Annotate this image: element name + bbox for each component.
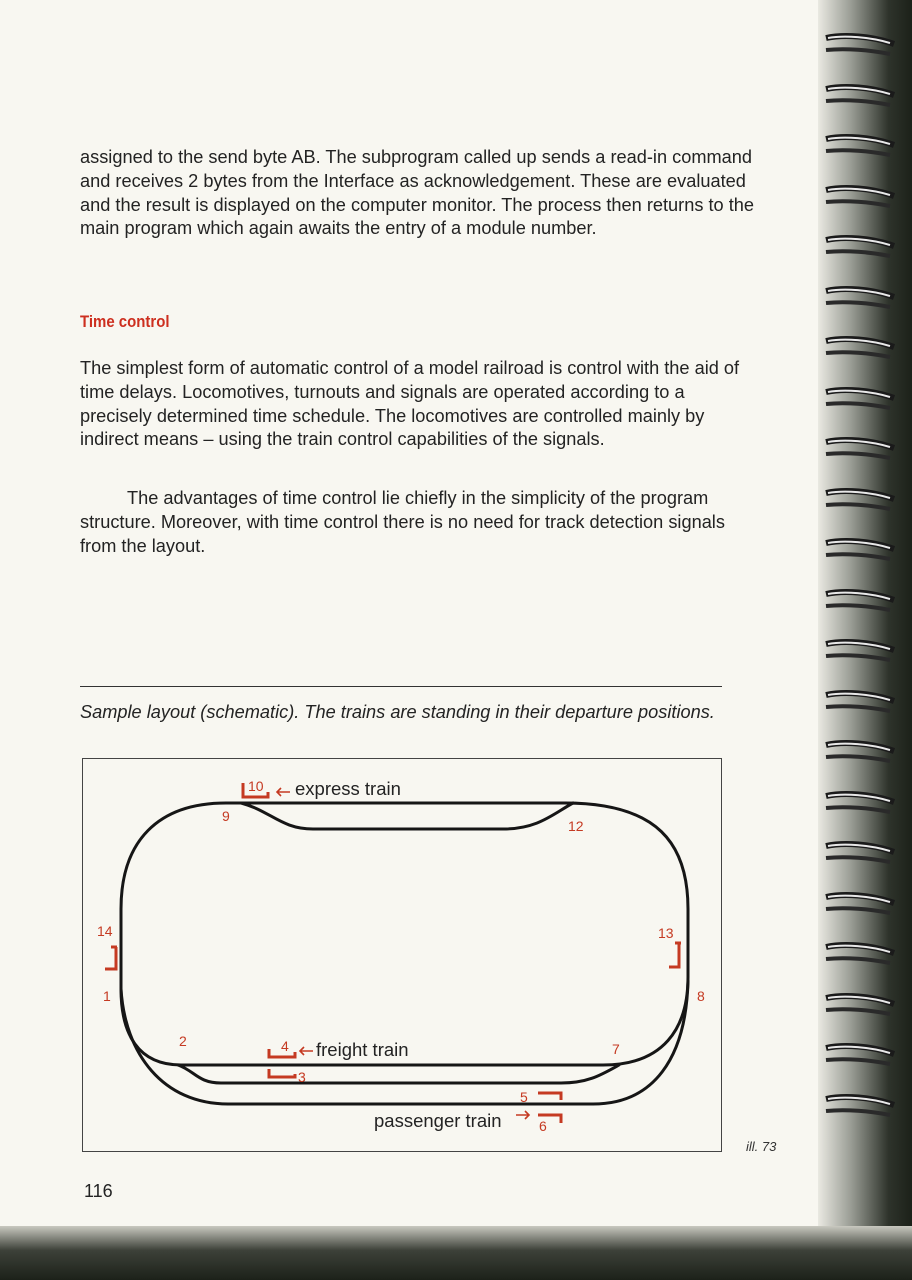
express-siding-track	[241, 803, 573, 829]
point-label-13: 13	[658, 925, 674, 941]
direction-arrows	[277, 788, 529, 1119]
point-label-10: 10	[248, 778, 264, 794]
binding-coil	[824, 83, 896, 109]
binding-coil	[824, 436, 896, 462]
express-train-label: express train	[295, 778, 401, 799]
signal-3	[269, 1069, 295, 1077]
binding-coil	[824, 32, 896, 58]
track-layout-diagram	[82, 758, 722, 1152]
point-label-14: 14	[97, 923, 113, 939]
point-label-6: 6	[539, 1118, 547, 1134]
point-label-2: 2	[179, 1033, 187, 1049]
binding-coil	[824, 840, 896, 866]
binding-coil	[824, 537, 896, 563]
arrow-passenger	[516, 1111, 529, 1119]
binding-coil	[824, 133, 896, 159]
paragraph-time-control: The simplest form of automatic control of a model railroad is control with the aid of time delays. Locomotives, turnouts and signals are operated according to a precisely determined time schedule. The locomotives are controlled mainly by indirect means – using the train control capabilities of the signals.	[80, 358, 740, 450]
binding-coil	[824, 739, 896, 765]
passenger-train-label: passenger train	[374, 1110, 502, 1131]
binding-coil	[824, 335, 896, 361]
binding-coil	[824, 790, 896, 816]
arrow-freight	[300, 1047, 313, 1055]
binding-coil	[824, 234, 896, 260]
signal-5	[538, 1093, 561, 1100]
arrow-express	[277, 788, 290, 796]
paragraph-advantages: The advantages of time control lie chiefly in the simplicity of the program structure. Moreover, with time control there is no need for track detection signals from the layout.	[80, 488, 725, 556]
signal-14	[105, 947, 117, 969]
binding-coil	[824, 1093, 896, 1119]
caption-rule	[80, 686, 722, 687]
freight-siding-track	[178, 1065, 619, 1083]
binding-coil	[824, 891, 896, 917]
binding-coil	[824, 285, 896, 311]
track-layout-svg	[83, 759, 723, 1153]
figure-caption: Sample layout (schematic). The trains are standing in their departure positions.	[80, 702, 715, 722]
binding-coil	[824, 386, 896, 412]
point-label-4: 4	[281, 1038, 289, 1054]
binding-coil	[824, 1042, 896, 1068]
binding-coil	[824, 184, 896, 210]
intro-paragraph: assigned to the send byte AB. The subprogram called up sends a read-in command and receives 2 bytes from the Interface as acknowledgement. These are evaluated and the result is displayed on the computer monitor. The process then returns to the main program which again awaits the entry of a module number.	[80, 147, 754, 239]
point-label-8: 8	[697, 988, 705, 1004]
binding-coil	[824, 992, 896, 1018]
freight-train-label: freight train	[316, 1039, 409, 1060]
point-label-3: 3	[298, 1069, 306, 1085]
point-label-5: 5	[520, 1089, 528, 1105]
point-label-9: 9	[222, 808, 230, 824]
bottom-edge-shadow	[0, 1226, 912, 1280]
point-label-7: 7	[612, 1041, 620, 1057]
point-label-12: 12	[568, 818, 584, 834]
page-number: 116	[84, 1181, 113, 1201]
binding-coil	[824, 588, 896, 614]
binding-coil	[824, 941, 896, 967]
signal-13	[669, 943, 681, 967]
point-numbers	[97, 778, 705, 1134]
binding-coil	[824, 689, 896, 715]
section-heading: Time control	[80, 312, 170, 331]
binding-coil	[824, 487, 896, 513]
illustration-reference: ill. 73	[746, 1139, 777, 1154]
point-label-1: 1	[103, 988, 111, 1004]
binding-coil	[824, 638, 896, 664]
main-loop-track	[121, 803, 688, 1065]
